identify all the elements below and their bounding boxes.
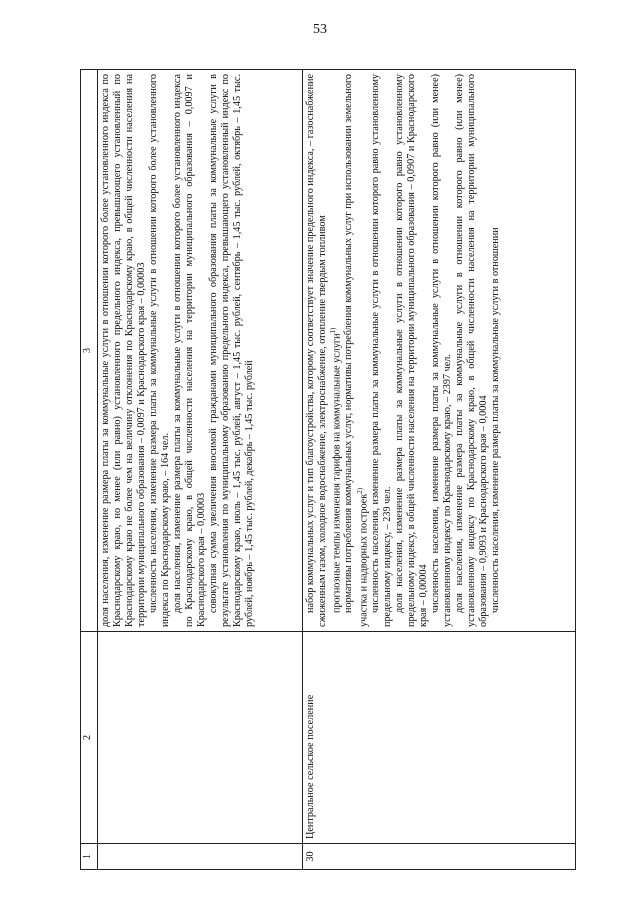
municipality-name: Центральное сельское поселение	[303, 632, 576, 844]
paragraph	[343, 74, 369, 627]
indicators-cell	[303, 70, 576, 632]
rotated-table-wrapper	[80, 70, 568, 870]
paragraph: численность населения, изменение размера платы за коммунальные услуги в отношении которого равно (или менее) установленному индексу по Краснодарскому краю, – 2397 чел.	[430, 74, 454, 627]
table-header-row	[81, 70, 98, 870]
paragraph	[329, 74, 343, 627]
footnote-mark: 1)	[329, 327, 338, 334]
page-number: 53	[313, 22, 327, 37]
paragraph: доля населения, изменение размера платы за коммунальные услуги в отношении которого более установленного индекса по Краснодарскому краю, но менее (или равно) установленного предельного индекса, превышающего установленный по Краснодарскому краю не более чем на величину отклонения по Краснодарскому краю, в общей численности населения на территории муниципального образования – 0,0097 и Краснодарского края – 0,00003	[100, 74, 148, 627]
table-row	[303, 70, 576, 870]
paragraph-text: прогнозные темпы изменения тарифов на коммунальные услуги	[331, 333, 343, 613]
paragraph-text: нормативы потребления коммунальных услуг, нормативы потребления коммунальных услуг при использовании земельного участка и надворных построек	[343, 74, 369, 627]
rotated-table-container	[80, 70, 568, 870]
row-number: 30	[303, 844, 576, 870]
footnote-mark: 2)	[355, 487, 364, 494]
header-col-1: 1	[81, 844, 98, 870]
paragraph: доля населения, изменение размера платы за коммунальные услуги в отношении которого более установленного индекса по Краснодарскому краю, в общей численности населения на территории муниципального образования – 0,0097 и Краснодарского края – 0,00003	[172, 74, 208, 627]
paragraph: доля населения, изменение размера платы за коммунальные услуги в отношении которого равно (или менее) установленному индексу по Краснодарскому краю, в общей численности населения на территории муниципального образования – 0,9093 и Краснодарского края – 0,0004	[454, 74, 490, 627]
paragraph: численность населения, изменение размера платы за коммунальные услуги в отношении которого более установленного индекса по Краснодарскому краю, – 164 чел.	[148, 74, 172, 627]
paragraph: набор коммунальных услуг и тип благоустройства, которому соответствует значение предельного индекса, – газоснабжение сжиженным газом, холодное водоснабжение, электроснабжение, отопление твердым топливом	[305, 74, 329, 627]
indices-table	[80, 69, 576, 870]
row-number	[98, 844, 303, 870]
paragraph: доля населения, изменение размера платы за коммунальные услуги в отношении которого равно установленному предельному индексу, в общей численности населения на территории муниципального образования – 0,0907 и Краснодарского края – 0,00004	[394, 74, 430, 627]
indicators-cell	[98, 70, 303, 632]
paragraph: совокупная сумма увеличения вносимой гражданами муниципального образования платы за коммунальные услуги в результате установления по муниципальному образованию предельного индекса, превышающего установленный индекс по Краснодарскому краю, июль – 1,45 тыс. рублей, август – 1,45 тыс. рублей, сентябрь – 1,45 тыс. рублей, октябрь – 1,45 тыс. рублей, ноябрь – 1,45 тыс. рублей, декабрь – 1,45 тыс. рублей	[208, 74, 256, 627]
paragraph: численность населения, изменение размера платы за коммунальные услуги в отношении	[490, 227, 502, 613]
table-row	[98, 70, 303, 870]
header-col-2: 2	[81, 632, 98, 844]
header-col-3: 3	[81, 70, 98, 632]
municipality-name	[98, 632, 303, 844]
paragraph: численность населения, изменение размера платы за коммунальные услуги в отношении которого равно установленному предельному индексу, – 239 чел.	[369, 74, 393, 627]
